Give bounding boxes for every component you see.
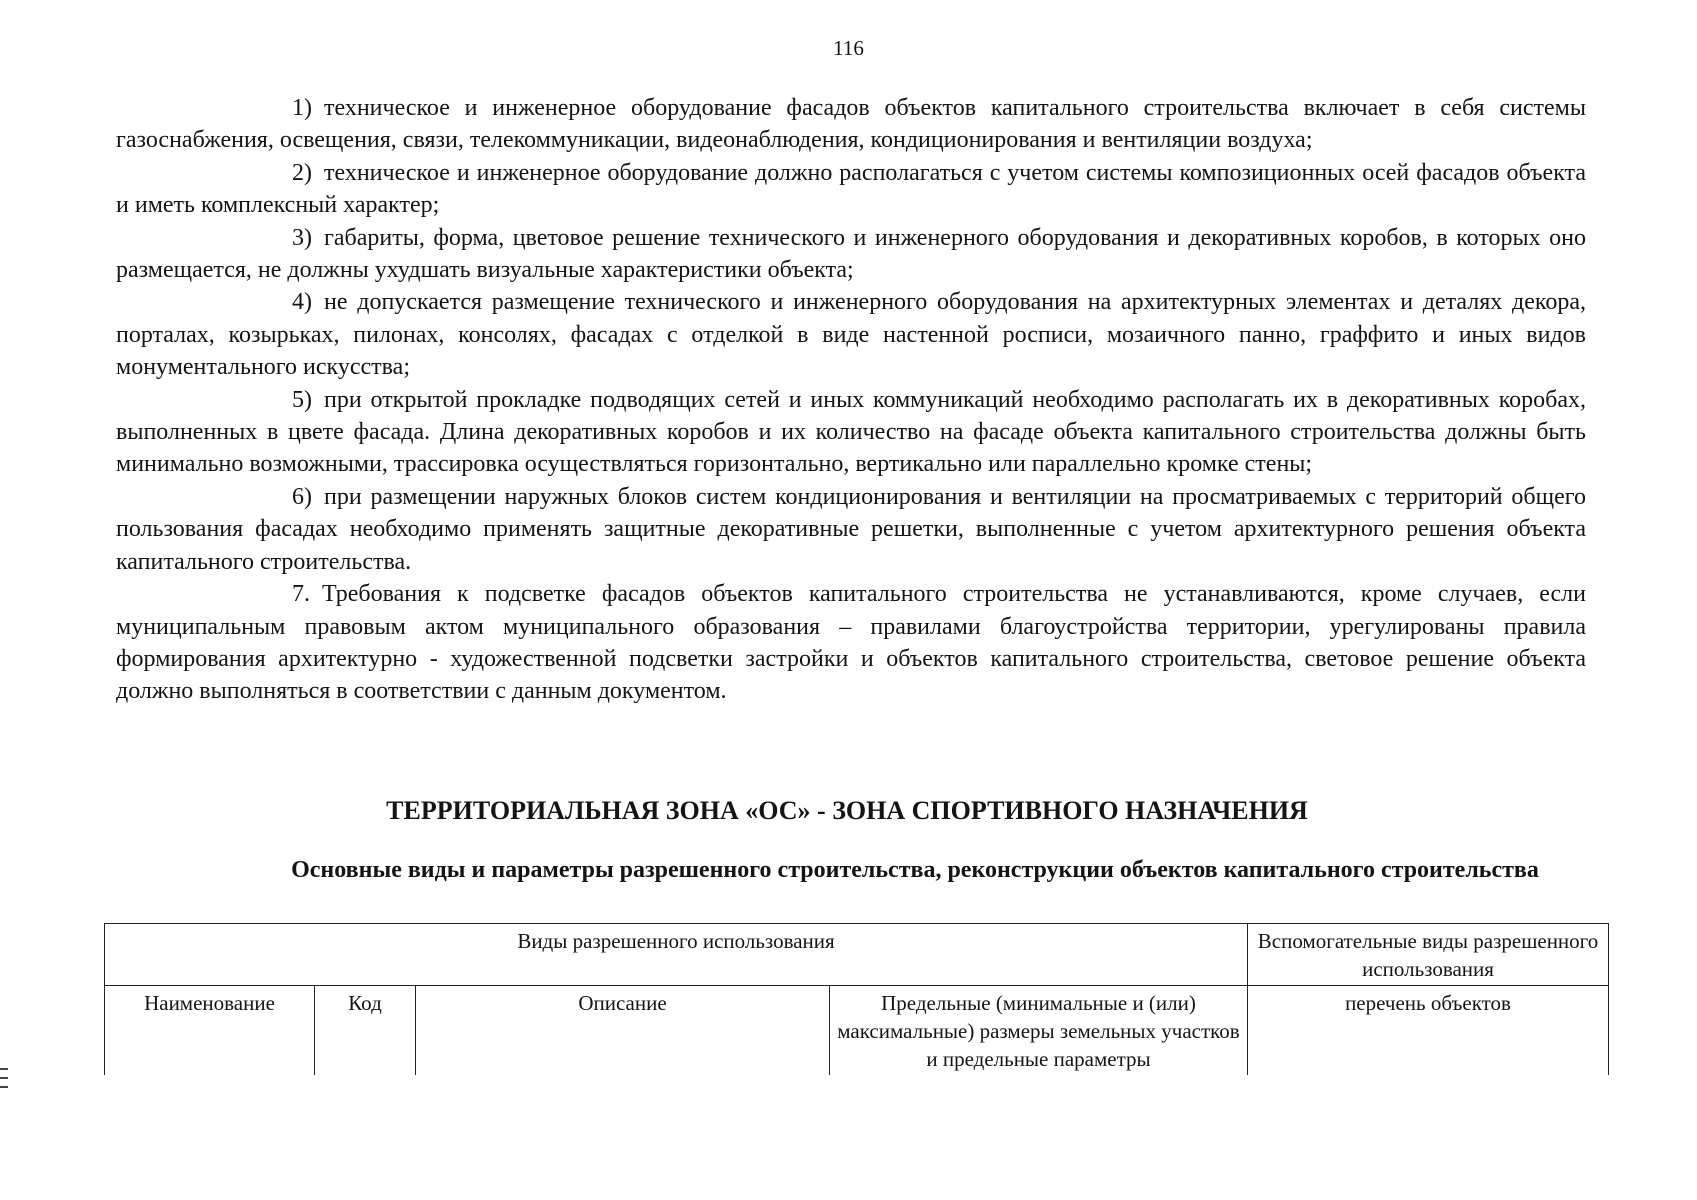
paragraph-number: 5) (292, 386, 312, 413)
scan-mark (0, 1068, 8, 1070)
paragraph-number: 1) (292, 95, 312, 121)
header-main-uses: Виды разрешенного использования (105, 924, 1248, 986)
scan-edge-marks (0, 1068, 8, 1095)
column-header-objects: перечень объектов (1248, 986, 1609, 1076)
scan-mark (0, 1086, 8, 1088)
header-auxiliary-uses: Вспомогательные виды разрешенного использования (1248, 924, 1609, 986)
permitted-uses-table (104, 923, 1609, 1075)
zone-title: ТЕРРИТОРИАЛЬНАЯ ЗОНА «ОС» - ЗОНА СПОРТИВНОГО НАЗНАЧЕНИЯ (386, 796, 1308, 825)
paragraph-item (116, 286, 1586, 383)
paragraph-item (116, 157, 1586, 222)
table-title: Основные виды и параметры разрешенного строительства, реконструкции объектов капитального строительства (291, 857, 1539, 883)
table-subheader-row (105, 986, 1609, 1076)
paragraph-number: 4) (292, 289, 312, 316)
paragraph-number: 2) (292, 159, 312, 186)
paragraph-item (116, 92, 1586, 157)
paragraph-item (116, 384, 1586, 481)
paragraph-text: техническое и инженерное оборудование должно располагаться с учетом системы композиционных осей фасадов объекта и иметь комплексный характер; (116, 159, 1586, 219)
paragraph-item (116, 222, 1586, 287)
paragraph-text: при открытой прокладке подводящих сетей и иных коммуникаций необходимо располагать их в декоративных коробах, выполненных в цвете фасада. Длина декоративных коробов и их количество на фасаде объекта капитального строительства должны быть минимально возможными, трассировка осуществляться горизонтально, вертикально или параллельно кромке стены; (116, 386, 1586, 478)
paragraph-text: габариты, форма, цветовое решение технического и инженерного оборудования и декоративных коробов, в которых оно размещается, не должны ухудшать визуальные характеристики объекта; (116, 224, 1586, 284)
table-header-row (105, 924, 1609, 986)
column-header-limits: Предельные (минимальные и (или) максимальные) размеры земельных участков и предельные параметры (830, 986, 1248, 1076)
column-header-description: Описание (416, 986, 830, 1076)
paragraph-text: при размещении наружных блоков систем кондиционирования и вентиляции на просматриваемых с территорий общего пользования фасадах необходимо применять защитные декоративные решетки, выполненные с учетом архитектурного решения объекта капитального строительства. (116, 483, 1586, 575)
paragraph-number: 3) (292, 224, 312, 251)
paragraph-text: не допускается размещение технического и инженерного оборудования на архитектурных элементах и деталях декора, порталах, козырьках, пилонах, консолях, фасадах с отделкой в виде настенной росписи, мозаичного панно, граффито и иных видов монументального искусства; (116, 289, 1586, 381)
paragraph-text: Требования к подсветке фасадов объектов капитального строительства не устанавливаются, кроме случаев, если муниципальным правовым актом муниципального образования – правилами благоустройства территории, урегулированы правила формирования архитектурно - художественной подсветки застройки и объектов капитального строительства, световое решение объекта должно выполняться в соответствии с данным документом. (116, 581, 1586, 705)
column-header-name: Наименование (105, 986, 315, 1076)
paragraph-item (116, 578, 1586, 708)
regulation-text (116, 92, 1586, 708)
paragraph-text: техническое и инженерное оборудование фасадов объектов капитального строительства включает в себя системы газоснабжения, освещения, связи, телекоммуникации, видеонаблюдения, кондиционирования и вентиляции воздуха; (116, 95, 1586, 154)
paragraph-item (116, 481, 1586, 578)
column-header-code: Код (315, 986, 416, 1076)
scan-mark (0, 1077, 8, 1079)
paragraph-number: 6) (292, 483, 312, 510)
paragraph-number: 7. (292, 581, 310, 608)
page-number: 116 (833, 36, 864, 60)
